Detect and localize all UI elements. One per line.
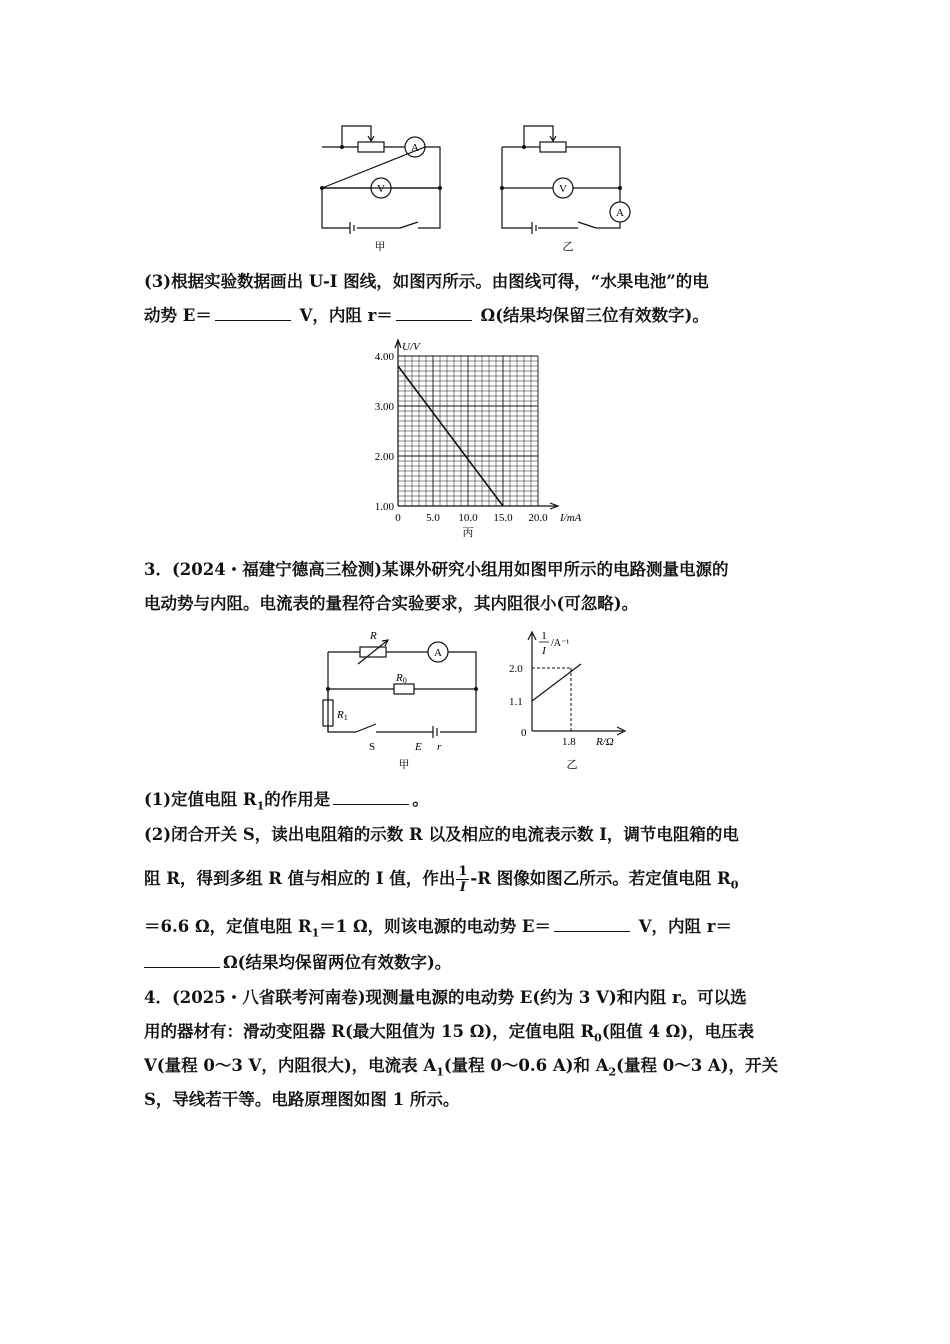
label-r0 [395, 672, 407, 685]
ylabel-num: 1 [541, 630, 547, 642]
label-r1-main: R [337, 709, 344, 721]
answer-blank-internal-r[interactable] [144, 953, 220, 968]
problem3-q2-line-3 [144, 910, 810, 950]
x-tick-label: 0 [395, 512, 401, 524]
answer-blank-emf[interactable] [554, 917, 630, 932]
p4-sub-r0: 0 [594, 1031, 602, 1045]
y-tick-low: 1.1 [509, 696, 523, 708]
answer-blank-e[interactable] [215, 306, 291, 321]
q1-text-a: (1)定值电阻 R [144, 790, 257, 809]
label-switch: S [369, 741, 376, 753]
frac-den: I [459, 880, 466, 895]
label-r1 [336, 709, 348, 722]
y-tick-label: 3.00 [374, 401, 394, 413]
x-tick-label: 20.0 [528, 512, 548, 524]
p4-text-e: (量程 0～3 A)，开关 [616, 1056, 779, 1075]
q1-text-b: 的作用是 [264, 790, 331, 809]
q2-text-e: V，内阻 r＝ [633, 917, 732, 936]
p4-text-a: 用的器材有：滑动变阻器 R(最大阻值为 15 Ω)，定值电阻 R [144, 1022, 595, 1041]
ylabel-den: I [542, 645, 546, 657]
ammeter-label: A [616, 207, 624, 219]
x-axis-label: I/mA [560, 512, 582, 524]
problem3-line-2: 电动势与内阻。电流表的量程符合实验要求，其内阻很小(可忽略)。 [144, 594, 639, 613]
circuit-jia-problem3 [318, 624, 488, 774]
x-tick-label: 15.0 [493, 512, 513, 524]
y-tick-label: 4.00 [374, 351, 394, 363]
caption-jia: 甲 [398, 758, 410, 771]
voltmeter-label: V [559, 183, 567, 195]
x-tick-label: 5.0 [426, 512, 440, 524]
x-tick-label: 10.0 [458, 512, 478, 524]
x-tick: 1.8 [562, 736, 576, 748]
q3-text-a: 动势 E＝ [144, 306, 212, 325]
problem3-line-1: 3．(2024・福建宁德高三检测)某课外研究小组用如图甲所示的电路测量电源的 [144, 560, 729, 579]
circuit-diagrams-top [300, 118, 650, 258]
y-axis-label: U/V [402, 341, 420, 353]
label-ammeter: A [434, 647, 442, 659]
graph-yi-problem3 [505, 624, 635, 774]
q2-sub: 0 [730, 878, 739, 892]
q3-text-c: Ω(结果均保留三位有效数字)。 [474, 306, 709, 325]
q1-text-c: 。 [412, 790, 429, 809]
y-tick-label: 1.00 [374, 501, 394, 513]
q2-text-c: ＝6.6 Ω，定值电阻 R [144, 917, 312, 936]
q1-sub: 1 [256, 799, 265, 813]
q2-text-b: -R 图像如图乙所示。若定值电阻 R [470, 869, 731, 888]
q2-sub-r1: 1 [311, 926, 320, 940]
p4-text-d: (量程 0～0.6 A)和 A [443, 1056, 609, 1075]
y-tick-high: 2.0 [509, 663, 523, 675]
q2-text-d: ＝1 Ω，则该电源的电动势 E＝ [319, 917, 551, 936]
label-r-box: R [370, 630, 377, 642]
problem3-q2-line-2 [144, 862, 810, 902]
p4-sub-a2: 2 [608, 1065, 617, 1079]
u-i-chart [355, 336, 615, 546]
answer-blank-r1-role[interactable] [333, 790, 409, 805]
answer-blank-r[interactable] [396, 306, 472, 321]
p4-sub-a1: 1 [436, 1065, 444, 1079]
label-r0-sub: 0 [402, 676, 407, 685]
label-r1-sub: 1 [343, 713, 348, 722]
problem3-q2-line-4 [144, 946, 810, 980]
caption-yi: 乙 [566, 758, 578, 771]
p4-text-b: (阻值 4 Ω)，电压表 [601, 1022, 755, 1041]
label-r0-main: R [396, 672, 403, 684]
ylabel-unit: /A⁻¹ [551, 638, 570, 649]
caption-jia: 甲 [374, 240, 386, 253]
label-internal-r: r [437, 741, 442, 753]
q3-line-1: (3)根据实验数据画出 U-I 图线，如图丙所示。由图线可得，“水果电池”的电 [144, 272, 709, 291]
label-emf: E [415, 741, 422, 753]
caption-yi: 乙 [562, 240, 574, 253]
xlabel: R/Ω [596, 736, 614, 748]
origin: 0 [521, 727, 527, 739]
frac-num: 1 [458, 864, 468, 879]
ammeter-label: A [411, 142, 419, 154]
problem3-q2-line-1: (2)闭合开关 S，读出电阻箱的示数 R 以及相应的电流表示数 I，调节电阻箱的电 [144, 825, 739, 844]
p4-text-c: V(量程 0～3 V，内阻很大)，电流表 A [144, 1056, 437, 1075]
q2-text-a: 阻 R，得到多组 R 值与相应的 I 值，作出 [144, 869, 456, 888]
problem4-line-1: 4．(2025・八省联考河南卷)现测量电源的电动势 E(约为 3 V)和内阻 r。可以选 [144, 988, 747, 1007]
problem4-line-4: S，导线若干等。电路原理图如图 1 所示。 [144, 1090, 460, 1109]
chart-caption: 丙 [462, 526, 474, 539]
q3-line-2 [144, 299, 810, 333]
q3-text-b: V，内阻 r＝ [293, 306, 393, 325]
voltmeter-label: V [377, 183, 385, 195]
fraction-one-over-i [456, 864, 469, 895]
q2-text-f: Ω(结果均保留两位有效数字)。 [223, 953, 452, 972]
y-tick-label: 2.00 [374, 451, 394, 463]
